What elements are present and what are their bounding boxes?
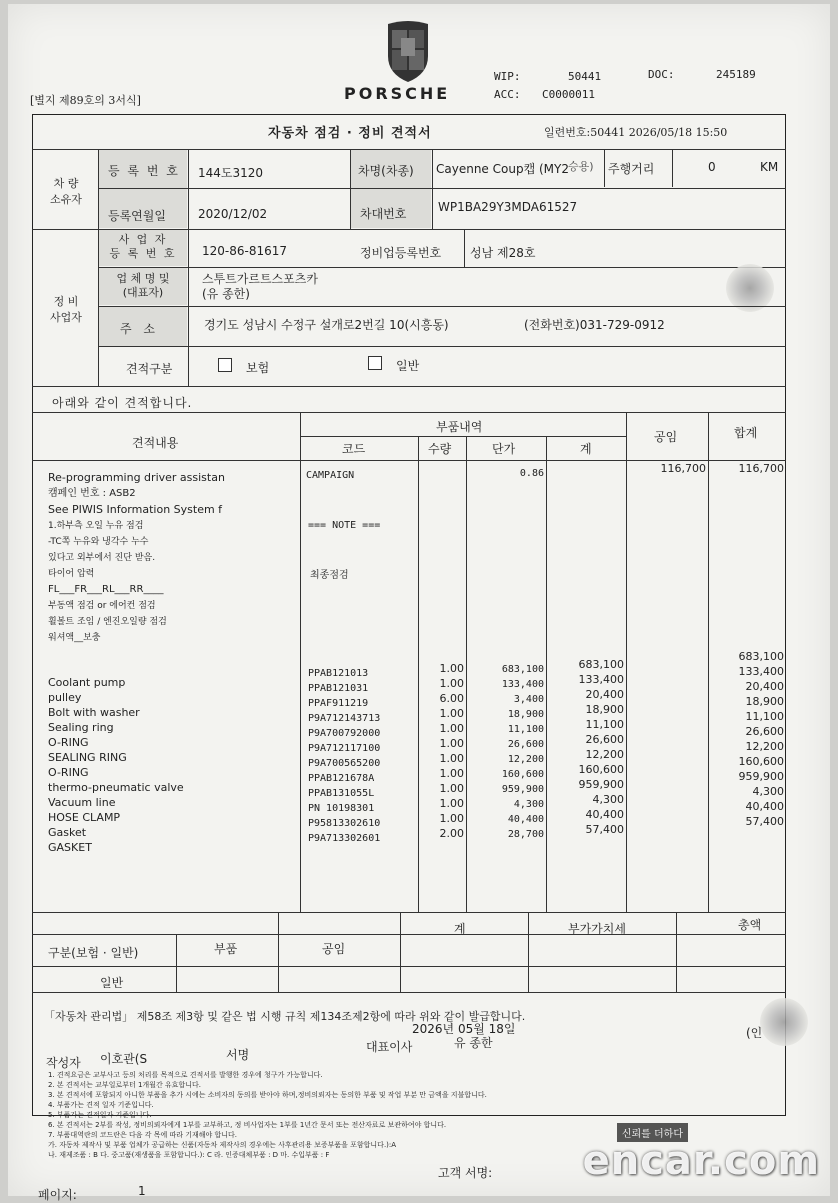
acc-label: ACC: — [494, 88, 521, 101]
part-price: 28,700 — [468, 829, 544, 844]
part-qty: 2.00 — [420, 827, 464, 842]
part-qty: 1.00 — [420, 797, 464, 812]
part-qty: 1.00 — [420, 752, 464, 767]
part-code: PPAB121678A — [308, 773, 416, 788]
part-name: GASKET — [48, 841, 300, 856]
part-code: PPAB121013 — [308, 668, 416, 683]
page-number: 1 — [138, 1184, 146, 1198]
part-total: 959,900 — [710, 770, 784, 785]
watermark-tagline: 신뢰를 더하다 — [617, 1123, 688, 1142]
part-name: Sealing ring — [48, 721, 300, 736]
campaign-labor: 116,700 — [628, 462, 706, 475]
part-code: PPAB121031 — [308, 683, 416, 698]
writer-label: 작성자 — [46, 1054, 81, 1071]
customer-sign-label: 고객 서명: — [438, 1164, 492, 1181]
shop-reg-label: 정비업등록번호 — [360, 244, 441, 261]
parts-price-column — [468, 664, 544, 844]
insurance-checkbox[interactable] — [218, 358, 232, 372]
company-seal-stamp — [726, 264, 774, 312]
part-price: 959,900 — [468, 784, 544, 799]
campaign-line: 휠볼트 조임 / 엔진오일량 점검 — [48, 614, 298, 630]
business-section-label: 정 비 사업자 — [34, 294, 98, 326]
final-check-label: 최종점검 — [310, 566, 349, 581]
writer-sign-label: 서명 — [226, 1046, 249, 1063]
part-code: PPAF911219 — [308, 698, 416, 713]
summary-vat-label: 부가가치세 — [568, 920, 626, 937]
model-overlay: 승용) — [568, 158, 594, 174]
summary-total-label: 총액 — [738, 916, 761, 933]
address-label: 주 소 — [120, 320, 159, 337]
site-watermark: encar.com — [583, 1138, 820, 1184]
address-value: 경기도 성남시 수정구 설개로2번길 10(시흥동) — [204, 316, 449, 333]
part-name: pulley — [48, 691, 300, 706]
part-price: 26,600 — [468, 739, 544, 754]
general-option-label: 일반 — [396, 357, 419, 374]
intro-text: 아래와 같이 견적합니다. — [52, 394, 192, 411]
model-label: 차명(차종) — [358, 162, 414, 179]
part-name: SEALING RING — [48, 751, 300, 766]
campaign-line: Re-programming driver assistan — [48, 470, 298, 486]
part-price: 160,600 — [468, 769, 544, 784]
campaign-line: 타이어 압력 — [48, 566, 298, 582]
serial-number: 일련번호:50441 2026/05/18 15:50 — [544, 124, 727, 140]
part-sum: 4,300 — [548, 793, 624, 808]
campaign-line: 있다고 외부에서 진단 받음. — [48, 550, 298, 566]
part-total: 160,600 — [710, 755, 784, 770]
summary-general-label: 일반 — [100, 974, 123, 991]
part-sum: 683,100 — [548, 658, 624, 673]
part-name: Coolant pump — [48, 676, 300, 691]
company-name-label: 업 체 명 및 (대표자) — [99, 272, 187, 300]
part-price: 133,400 — [468, 679, 544, 694]
campaign-line: 부동액 점검 or 에어컨 점검 — [48, 598, 298, 614]
part-name: HOSE CLAMP — [48, 811, 300, 826]
mileage-unit: KM — [760, 160, 778, 174]
phone-value: (전화번호)031-729-0912 — [524, 316, 665, 333]
part-price: 11,100 — [468, 724, 544, 739]
part-price: 3,400 — [468, 694, 544, 709]
parts-code-column — [308, 668, 416, 848]
note-line: 5. 부품가는 견적일자 기준입니다. — [48, 1110, 768, 1120]
parts-qty-column — [420, 662, 464, 842]
vehicle-section-label: 차 량 소유자 — [34, 176, 98, 208]
representative-name: 유 종한 — [454, 1034, 493, 1051]
part-code: P9A712143713 — [308, 713, 416, 728]
campaign-line: -TC쪽 누유와 냉각수 누수 — [48, 534, 298, 550]
part-price: 40,400 — [468, 814, 544, 829]
part-qty: 6.00 — [420, 692, 464, 707]
part-sum: 959,900 — [548, 778, 624, 793]
col-work-header: 견적내용 — [132, 434, 178, 451]
col-qty-header: 수량 — [428, 440, 451, 457]
porsche-crest-icon — [384, 16, 432, 86]
estimate-document — [8, 4, 830, 1196]
part-sum: 160,600 — [548, 763, 624, 778]
representative-label: 대표이사 — [366, 1038, 412, 1055]
note-line: 1. 견적요금은 교부사고 등의 처리를 목적으로 견적서를 발행한 경우에 청구가 가능합니다. — [48, 1070, 768, 1080]
note-line: 가. 자동차 제작사 및 부품 업체가 공급하는 신품(자동차 제작사의 경우에는 사후관리용 보증부품을 포함합니다.):A — [48, 1140, 768, 1150]
company-name-value: 스투트가르트스포츠카 (유 종한) — [202, 272, 318, 302]
part-sum: 11,100 — [548, 718, 624, 733]
part-sum: 18,900 — [548, 703, 624, 718]
part-code: P95813302610 — [308, 818, 416, 833]
law-statement: 「자동차 관리법」 제58조 제3항 및 같은 법 시행 규칙 제134조제2항에 따라 위와 같이 발급합니다. — [44, 1008, 774, 1024]
part-qty: 1.00 — [420, 767, 464, 782]
part-total: 133,400 — [710, 665, 784, 680]
col-sum-header: 계 — [580, 440, 592, 457]
part-price: 683,100 — [468, 664, 544, 679]
note-line: 7. 부품대역란의 코드란은 다음 각 목에 따라 기재해야 합니다. — [48, 1130, 768, 1140]
part-name: thermo-pneumatic valve — [48, 781, 300, 796]
acc-value: C0000011 — [542, 88, 595, 101]
parts-sum-column — [548, 658, 624, 838]
part-name: Bolt with washer — [48, 706, 300, 721]
part-sum: 133,400 — [548, 673, 624, 688]
wip-value: 50441 — [568, 70, 601, 83]
part-code: P9A712117100 — [308, 743, 416, 758]
doc-value: 245189 — [716, 68, 756, 81]
note-marker: === NOTE === — [308, 520, 380, 531]
campaign-code: CAMPAIGN — [306, 470, 354, 481]
issue-date: 2026년 05월 18일 — [412, 1020, 515, 1037]
part-name: Vacuum line — [48, 796, 300, 811]
part-name: O-RING — [48, 736, 300, 751]
part-total: 12,200 — [710, 740, 784, 755]
doc-label: DOC: — [648, 68, 675, 81]
campaign-line: 캠페인 번호 : ASB2 — [48, 486, 298, 502]
part-price: 18,900 — [468, 709, 544, 724]
part-total: 4,300 — [710, 785, 784, 800]
col-parts-header: 부품내역 — [436, 418, 482, 435]
part-total: 11,100 — [710, 710, 784, 725]
part-qty: 1.00 — [420, 722, 464, 737]
campaign-line: 1.하부측 오일 누유 점검 — [48, 518, 298, 534]
part-price: 12,200 — [468, 754, 544, 769]
part-name: Gasket — [48, 826, 300, 841]
part-total: 683,100 — [710, 650, 784, 665]
col-labor-header: 공임 — [654, 428, 677, 445]
part-name: O-RING — [48, 766, 300, 781]
insurance-option-label: 보험 — [246, 359, 269, 376]
part-code: P9A700565200 — [308, 758, 416, 773]
part-code: PPAB131055L — [308, 788, 416, 803]
parts-total-column — [710, 650, 784, 830]
campaign-line: FL___FR___RL___RR____ — [48, 582, 298, 598]
part-qty: 1.00 — [420, 677, 464, 692]
reg-date-value: 2020/12/02 — [198, 207, 267, 221]
part-code: P9A700792000 — [308, 728, 416, 743]
wip-label: WIP: — [494, 70, 521, 83]
model-value: Cayenne Coup캡 (MY2 — [436, 160, 569, 177]
parts-name-column — [48, 676, 300, 856]
mileage-value: 0 — [708, 160, 716, 174]
part-qty: 1.00 — [420, 707, 464, 722]
campaign-line: 워셔액__보충 — [48, 630, 298, 646]
part-total: 26,600 — [710, 725, 784, 740]
summary-labor-label: 공임 — [322, 940, 345, 957]
campaign-description — [48, 470, 298, 646]
reg-no-value: 144도3120 — [198, 164, 263, 181]
vin-label: 차대번호 — [360, 205, 406, 222]
mileage-label: 주행거리 — [608, 160, 654, 177]
summary-parts-label: 부품 — [214, 940, 237, 957]
part-code: P9A713302601 — [308, 833, 416, 848]
part-qty: 1.00 — [420, 782, 464, 797]
note-line: 나. 재제조품 : B 다. 중고품(재생품을 포함합니다.): C 라. 인증대체부품 : D 마. 수입부품 : F — [48, 1150, 768, 1160]
seal-mark: (인 — [746, 1024, 762, 1041]
summary-category-label: 구분(보험 · 일반) — [48, 944, 138, 961]
note-line: 2. 본 견적서는 교부일로부터 1개월간 유효합니다. — [48, 1080, 768, 1090]
vin-value: WP1BA29Y3MDA61527 — [438, 200, 577, 214]
note-line: 3. 본 견적서에 포함되지 아니한 부품을 추가 시에는 소비자의 동의를 받아야 하며,정비의뢰자는 동의한 부품 및 작업 부분 만 금액을 지불합니다. — [48, 1090, 768, 1100]
campaign-price: 0.86 — [468, 468, 544, 479]
brand-wordmark: PORSCHE — [344, 84, 450, 103]
part-total: 20,400 — [710, 680, 784, 695]
part-sum: 40,400 — [548, 808, 624, 823]
col-price-header: 단가 — [492, 440, 515, 457]
part-total: 57,400 — [710, 815, 784, 830]
page-label: 페이지: — [38, 1186, 77, 1203]
note-line: 6. 본 견적서는 2부를 작성, 정비의뢰자에게 1부를 교부하고, 정 비사업자는 1부를 1년간 문서 또는 전산자료로 보관하여야 합니다. — [48, 1120, 768, 1130]
shop-reg-value: 성남 제28호 — [470, 244, 535, 261]
general-checkbox[interactable] — [368, 356, 382, 370]
document-title: 자동차 점검 · 정비 견적서 — [268, 122, 432, 141]
part-code: PN 10198301 — [308, 803, 416, 818]
col-code-header: 코드 — [342, 440, 365, 457]
quote-type-label: 견적구분 — [126, 360, 172, 377]
col-total-header: 합계 — [734, 424, 757, 441]
part-qty: 1.00 — [420, 812, 464, 827]
biz-no-label: 사 업 자 등 록 번 호 — [99, 233, 187, 261]
campaign-line: See PIWIS Information System f — [48, 502, 298, 518]
reg-no-label: 등 록 번 호 — [108, 162, 180, 179]
part-sum: 12,200 — [548, 748, 624, 763]
writer-name: 이호관(S — [100, 1050, 147, 1067]
part-price: 4,300 — [468, 799, 544, 814]
part-sum: 26,600 — [548, 733, 624, 748]
part-qty: 1.00 — [420, 737, 464, 752]
form-number: [별지 제89호의 3서식] — [30, 92, 141, 108]
part-total: 40,400 — [710, 800, 784, 815]
part-qty: 1.00 — [420, 662, 464, 677]
summary-sum-label: 계 — [454, 920, 466, 937]
biz-no-value: 120-86-81617 — [202, 244, 287, 258]
campaign-total: 116,700 — [710, 462, 784, 475]
part-total: 18,900 — [710, 695, 784, 710]
part-sum: 57,400 — [548, 823, 624, 838]
rep-seal-stamp — [760, 998, 808, 1046]
part-sum: 20,400 — [548, 688, 624, 703]
reg-date-label: 등록연월일 — [108, 207, 166, 224]
note-line: 4. 부품가는 견적 일자 기준입니다. — [48, 1100, 768, 1110]
